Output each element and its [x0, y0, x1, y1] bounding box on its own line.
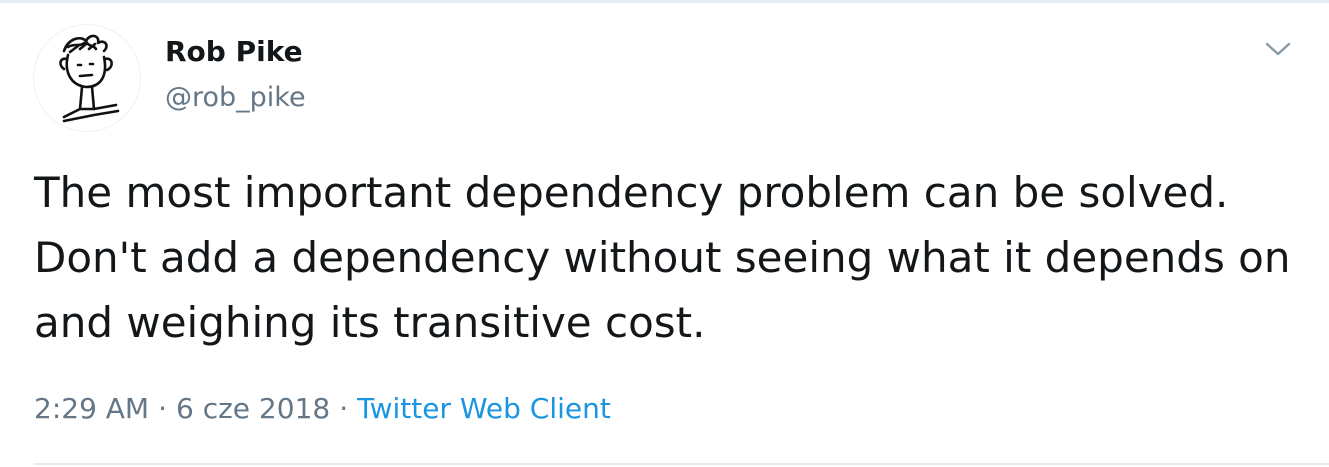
tweet-date[interactable]: 6 cze 2018	[176, 392, 331, 425]
chevron-down-icon	[1263, 34, 1293, 64]
tweet-source-link[interactable]: Twitter Web Client	[357, 392, 611, 425]
separator-dot: ·	[339, 392, 349, 425]
stick-figure-avatar-icon	[34, 25, 140, 131]
tweet-time[interactable]: 2:29 AM	[34, 392, 150, 425]
tweet-metadata	[34, 390, 611, 428]
display-name[interactable]: Rob Pike	[165, 35, 303, 68]
tweet-text: The most important dependency problem can be solved. Don't add a dependency without seeing what it depends on and weighing its transitive cost.	[34, 168, 1291, 347]
bottom-divider	[34, 463, 1329, 465]
more-options-button[interactable]	[1263, 34, 1293, 64]
avatar[interactable]	[34, 25, 140, 131]
separator-dot: ·	[158, 392, 167, 425]
username-handle[interactable]: @rob_pike	[165, 82, 306, 113]
